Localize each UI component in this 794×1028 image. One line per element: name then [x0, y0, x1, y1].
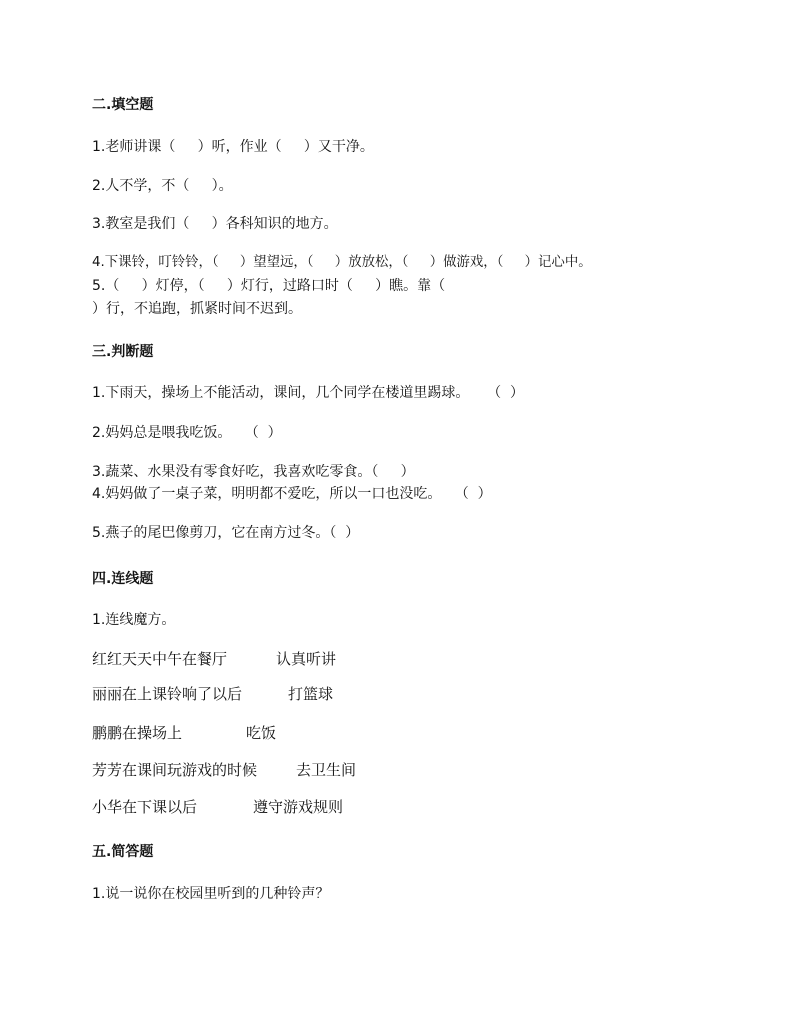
fill-question-3: 3.教室是我们（ ）各科知识的地方。 [92, 216, 338, 232]
section-heading-fill: 二.填空题 [92, 97, 154, 113]
fill-question-5-line1: 5.（ ）灯停，（ ）灯行，过路口时（ ）瞧。靠（ [92, 278, 446, 294]
fill-question-2: 2.人不学，不（ ）。 [92, 178, 233, 194]
section-heading-judge: 三.判断题 [92, 344, 154, 360]
section-heading-match: 四.连线题 [92, 571, 154, 587]
match-left-2: 丽丽在上课铃响了以后 [92, 685, 243, 703]
short-question-1: 1.说一说你在校园里听到的几种铃声？ [92, 886, 330, 902]
judge-question-5: 5.燕子的尾巴像剪刀，它在南方过冬。（ ） [92, 525, 360, 541]
match-right-2: 打篮球 [288, 685, 334, 703]
match-left-5: 小华在下课以后 [92, 798, 198, 816]
fill-question-1: 1.老师讲课（ ）听，作业（ ）又干净。 [92, 139, 374, 155]
match-left-4: 芳芳在课间玩游戏的时候 [92, 761, 258, 779]
judge-question-2: 2.妈妈总是喂我吃饭。 （ ） [92, 425, 282, 441]
section-heading-short: 五.简答题 [92, 844, 154, 860]
judge-question-4: 4.妈妈做了一桌子菜，明明都不爱吃，所以一口也没吃。 （ ） [92, 486, 492, 502]
match-right-1: 认真听讲 [276, 650, 337, 668]
match-right-4: 去卫生间 [296, 761, 357, 779]
fill-question-4: 4.下课铃，叮铃铃，（ ）望望远，（ ）放放松，（ ）做游戏，（ ）记心中。 [92, 255, 592, 270]
match-left-3: 鹏鹏在操场上 [92, 724, 183, 742]
fill-question-5-line2: ）行，不追跑，抓紧时间不迟到。 [92, 301, 302, 317]
judge-question-3: 3.蔬菜、水果没有零食好吃，我喜欢吃零食。（ ） [92, 464, 415, 480]
match-right-5: 遵守游戏规则 [253, 798, 344, 816]
match-prompt: 1.连线魔方。 [92, 612, 176, 628]
match-left-1: 红红天天中午在餐厅 [92, 650, 228, 668]
match-right-3: 吃饭 [246, 724, 277, 742]
judge-question-1: 1.下雨天，操场上不能活动，课间，几个同学在楼道里踢球。 （ ） [92, 385, 525, 401]
